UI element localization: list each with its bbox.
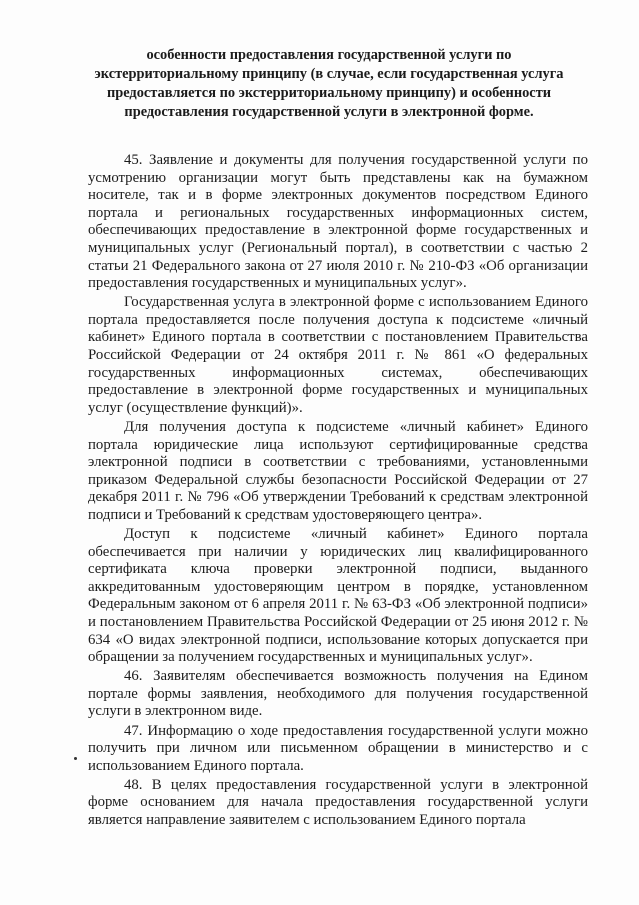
paragraph-electronic-form: Государственная услуга в электронной форме с использованием Единого портала предоставляется после получения доступа к подсистеме «личный кабинет» Единого портала в соответствии с постановлением Правительства Российской Федерации от 24 октября 2011 г. № 861 «О федеральных государственных информационных системах, обеспечивающих предоставление в электронной форме государственных и муниципальных услуг (осуществление функций)». [88, 294, 588, 416]
section-heading [82, 46, 576, 122]
heading-line: предоставления государственной услуги в электронной форме. [124, 104, 534, 120]
document-body [88, 152, 588, 831]
paragraph-47: 47. Информацию о ходе предоставления государственной услуги можно получить при личном или письменном обращении в министерство и с использованием Единого портала. [88, 722, 588, 774]
scan-speck [74, 757, 77, 760]
heading-line: экстерриториальному принципу (в случае, если государственная услуга [94, 66, 564, 82]
paragraph-45: 45. Заявление и документы для получения государственной услуги по усмотрению организации могут быть представлены как на бумажном носителе, так и в форме электронных документов посредством Единого портала и региональных государственных информационных систем, обеспечивающих предоставление в электронной форме государственных и муниципальных услуг (Региональный портал), в соответствии с частью 2 статьи 21 Федерального закона от 27 июля 2010 г. № 210-ФЗ «Об организации предоставления государственных и муниципальных услуг». [88, 152, 588, 292]
paragraph-access-certificate: Доступ к подсистеме «личный кабинет» Единого портала обеспечивается при наличии у юридических лиц квалифицированного сертификата ключа проверки электронной подписи, выданного аккредитованным удостоверяющим центром в порядке, установленном Федеральным законом от 6 апреля 2011 г. № 63-ФЗ «Об электронной подписи» и постановлением Правительства Российской Федерации от 25 июня 2012 г. № 634 «О видах электронной подписи, использование которых допускается при обращении за получением государственных и муниципальных услуг». [88, 525, 588, 666]
paragraph-access-requirements: Для получения доступа к подсистеме «личный кабинет» Единого портала юридические лица используют сертифицированные средства электронной подписи в соответствии с требованиями, установленными приказом Федеральной службы безопасности Российской Федерации от 27 декабря 2011 г. № 796 «Об утверждении Требований к средствам электронной подписи и Требований к средствам удостоверяющего центра». [88, 418, 588, 523]
paragraph-46: 46. Заявителям обеспечивается возможность получения на Едином портале формы заявления, необходимого для получения государственной услуги в электронном виде. [88, 668, 588, 720]
paragraph-48: 48. В целях предоставления государственной услуги в электронной форме основанием для начала предоставления государственной услуги является направление заявителем с использованием Единого портала [88, 776, 588, 828]
heading-line: особенности предоставления государственной услуги по [146, 47, 512, 63]
heading-line: предоставляется по экстерриториальному принципу) и особенности [106, 85, 552, 101]
